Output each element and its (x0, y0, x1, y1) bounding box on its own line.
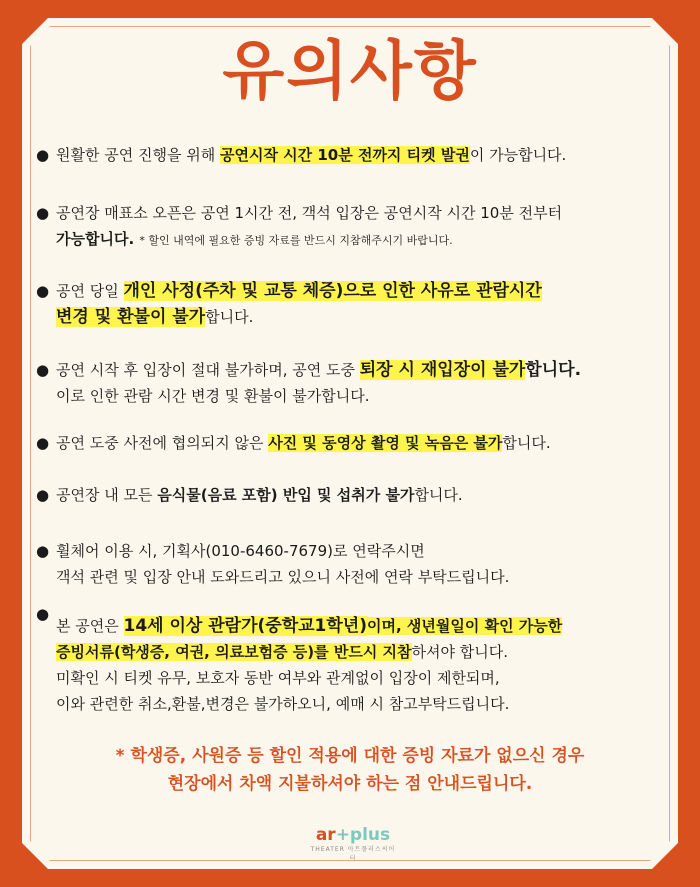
notice-item-age (36, 605, 676, 717)
text-run: 본 공연은 (56, 617, 124, 635)
highlighted-text: 가능합니다. (56, 230, 140, 248)
item-body (56, 538, 676, 590)
text-line (56, 383, 676, 409)
artplus-logo (308, 826, 398, 862)
text-run: 이 가능합니다. (469, 146, 567, 164)
text-run: 휠체어 이용 시, 기획사(010-6460-7679)로 연락주시면 (56, 542, 425, 560)
notice-item-ticket (36, 142, 676, 168)
discount-note-line2: 현장에서 차액 지불하셔야 하는 점 안내드립니다. (167, 774, 533, 794)
highlighted-text: 공연시작 시간 10분 전까지 티켓 발권 (219, 146, 470, 164)
highlighted-text: 퇴장 시 재입장이 불가 (359, 360, 526, 380)
text-line (56, 691, 676, 717)
text-line (56, 226, 676, 254)
text-run: 미확인 시 티켓 유무, 보호자 동반 여부와 관계없이 입장이 제한되며, (56, 669, 500, 687)
text-run: 공연 도중 사전에 협의되지 않은 (56, 434, 269, 452)
text-line (56, 639, 676, 665)
highlighted-text: 사진 및 동영상 촬영 및 녹음은 불가 (268, 434, 503, 452)
highlighted-text: 변경 및 환불이 불가 (56, 307, 206, 327)
notice-item-recording (36, 430, 676, 456)
text-run: 공연 당일 (56, 282, 124, 300)
text-run: 공연장 내 모든 (56, 486, 158, 504)
highlighted-text: 개인 사정(주차 및 교통 체증)으로 인한 사유로 관람시간 (123, 281, 542, 301)
notice-item-food (36, 482, 676, 508)
bullet-icon: ● (36, 204, 50, 222)
logo-part1: ar (315, 825, 336, 845)
text-line (56, 357, 676, 383)
text-run: 원활한 공연 진행을 위해 (56, 146, 220, 164)
bullet-icon: ● (36, 434, 50, 452)
item-body (56, 357, 676, 409)
page-title: 유의사항 (222, 35, 478, 109)
item-body (56, 278, 676, 330)
text-line (56, 613, 676, 639)
bullet-icon: ● (36, 361, 50, 379)
text-line (56, 200, 676, 226)
text-run: 이로 인한 관람 시간 변경 및 환불이 불가합니다. (56, 387, 370, 405)
highlighted-text: 음식물(음료 포함) 반입 및 섭취가 불가 (157, 486, 415, 504)
text-run: 공연 시작 후 입장이 절대 불가하며, 공연 도중 (56, 361, 360, 379)
text-run: 합니다. (414, 486, 463, 504)
highlighted-text: 합니다. (525, 360, 582, 380)
text-run: 합니다. (205, 308, 254, 326)
logo-subtitle: THEATER 아트플러스씨어터 (310, 846, 396, 862)
highlighted-text: * 할인 내역에 필요한 증빙 자료를 반드시 지참해주시기 바랍니다. (139, 234, 453, 247)
notice-item-wheelchair (36, 538, 676, 590)
highlighted-text: 14세 이상 관람가(중학교1학년) (123, 616, 368, 636)
text-line (56, 142, 676, 168)
item-body (56, 142, 676, 168)
bullet-icon: ● (36, 542, 50, 560)
text-line (56, 430, 676, 456)
bullet-icon: ● (36, 146, 50, 164)
text-run: 이와 관련한 취소,환불,변경은 불가하오니, 예매 시 참고부탁드립니다. (56, 695, 510, 713)
text-line (56, 304, 676, 330)
text-line (56, 665, 676, 691)
notice-item-reentry (36, 357, 676, 409)
bullet-icon: ● (36, 282, 50, 300)
text-run: 하셔야 합니다. (411, 643, 508, 661)
item-body (56, 200, 676, 254)
text-run: 합니다. (502, 434, 551, 452)
item-body (56, 430, 676, 456)
bullet-icon: ● (36, 605, 50, 623)
text-line (56, 564, 676, 590)
highlighted-text: 증빙서류(학생증, 여권, 의료보험증 등)를 반드시 지참 (56, 643, 412, 661)
text-line (56, 482, 676, 508)
text-run: 객석 관련 및 입장 안내 도와드리고 있으니 사전에 연락 부탁드립니다. (56, 568, 510, 586)
highlighted-text: 이며, 생년월일이 확인 가능한 (367, 617, 563, 635)
discount-note-line1: * 학생증, 사원증 등 할인 적용에 대한 증빙 자료가 없으신 경우 (115, 746, 585, 766)
logo-part2: +plus (335, 825, 391, 845)
item-body (56, 613, 676, 717)
item-body (56, 482, 676, 508)
text-line (56, 278, 676, 304)
notice-item-entry (36, 200, 676, 254)
notice-item-no-refund (36, 278, 676, 330)
bullet-icon: ● (36, 486, 50, 504)
text-line (56, 538, 676, 564)
text-run: 공연장 매표소 오픈은 공연 1시간 전, 객석 입장은 공연시작 시간 10분 전부터 (56, 204, 563, 222)
